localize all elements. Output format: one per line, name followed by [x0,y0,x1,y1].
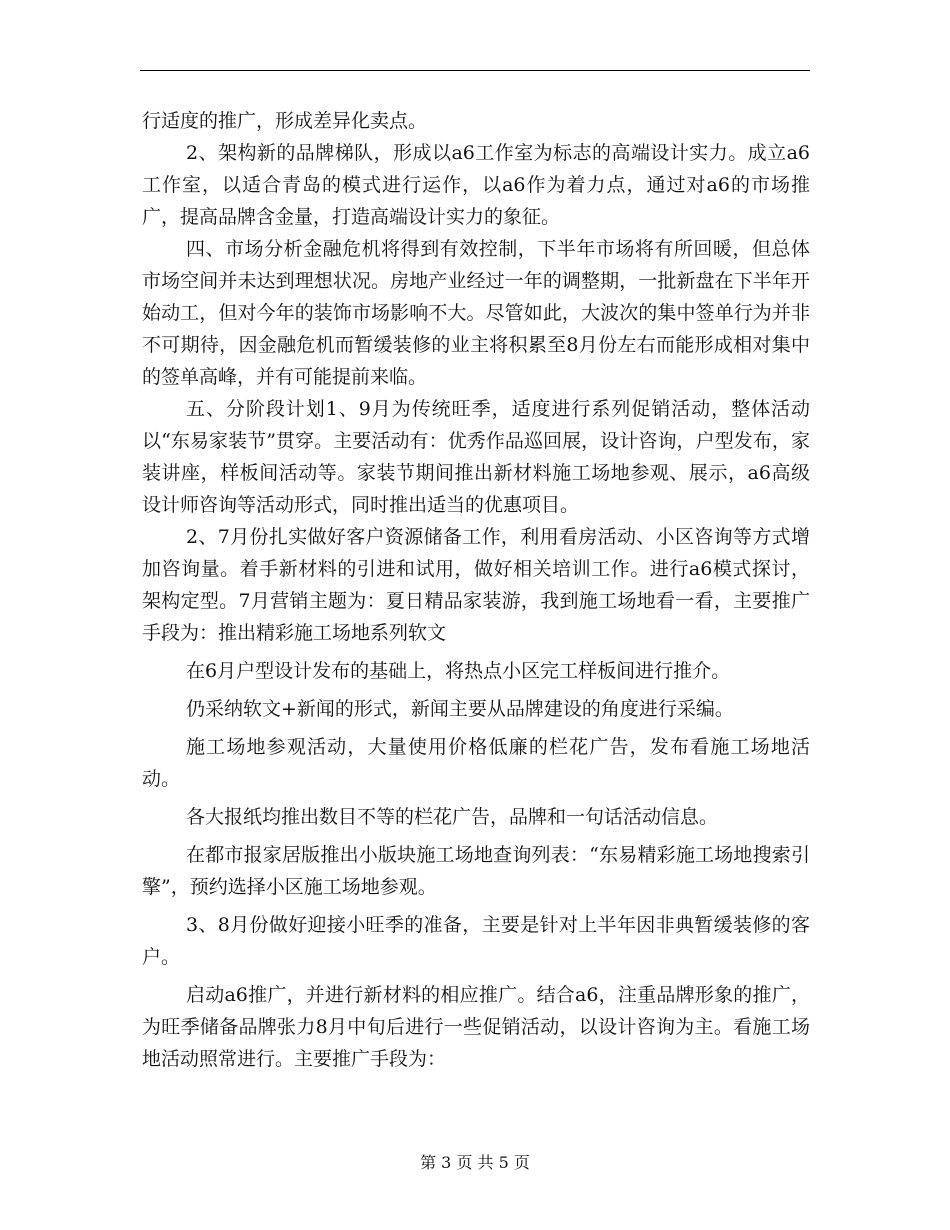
paragraph: 施工场地参观活动，大量使用价格低廉的栏花广告，发布看施工场地活动。 [142,736,810,790]
paragraph: 3、8月份做好迎接小旺季的准备，主要是针对上半年因非典暂缓装修的客户。 [142,914,810,968]
paragraph: 在都市报家居版推出小版块施工场地查询列表：“东易精彩施工场地搜索引擎”，预约选择小区施工场地参观。 [142,844,810,898]
paragraph: 2、7月份扎实做好客户资源储备工作，利用看房活动、小区咨询等方式增加咨询量。着手新材料的引进和试用，做好相关培训工作。进行a6模式探讨，架构定型。7月营销主题为：夏日精品家装游，我到施工场地看一看，主要推广手段为：推出精彩施工场地系列软文 [142,526,810,644]
paragraph: 各大报纸均推出数目不等的栏花广告，品牌和一句话活动信息。 [186,806,719,828]
paragraph: 仍采纳软文+新闻的形式，新闻主要从品牌建设的角度进行采编。 [186,698,734,720]
paragraph: 启动a6推广，并进行新材料的相应推广。结合a6，注重品牌形象的推广，为旺季储备品牌张力8月中旬后进行一些促销活动，以设计咨询为主。看施工场地活动照常进行。主要推广手段为： [142,984,810,1070]
header-rule [140,70,810,71]
page-number-footer: 第 3 页 共 5 页 [420,1153,530,1172]
body-text [142,105,810,1075]
paragraph: 五、分阶段计划1、9月为传统旺季，适度进行系列促销活动，整体活动以“东易家装节”贯穿。主要活动有：优秀作品巡回展，设计咨询，户型发布，家装讲座，样板间活动等。家装节期间推出新材料施工场地参观、展示，a6高级设计师咨询等活动形式，同时推出适当的优惠项目。 [142,398,810,516]
paragraph: 2、架构新的品牌梯队，形成以a6工作室为标志的高端设计实力。成立a6工作室，以适合青岛的模式进行运作，以a6作为着力点，通过对a6的市场推广，提高品牌含金量，打造高端设计实力的象征。 [142,142,810,228]
paragraph: 四、市场分析金融危机将得到有效控制，下半年市场将有所回暖，但总体市场空间并未达到理想状况。房地产业经过一年的调整期，一批新盘在下半年开始动工，但对今年的装饰市场影响不大。尽管如此，大波次的集中签单行为并非不可期待，因金融危机而暂缓装修的业主将积累至8月份左右而能形成相对集中的签单高峰，并有可能提前来临。 [142,238,810,388]
paragraph: 在6月户型设计发布的基础上，将热点小区完工样板间进行推介。 [186,660,731,682]
paragraph: 行适度的推广，形成差异化卖点。 [142,110,428,132]
